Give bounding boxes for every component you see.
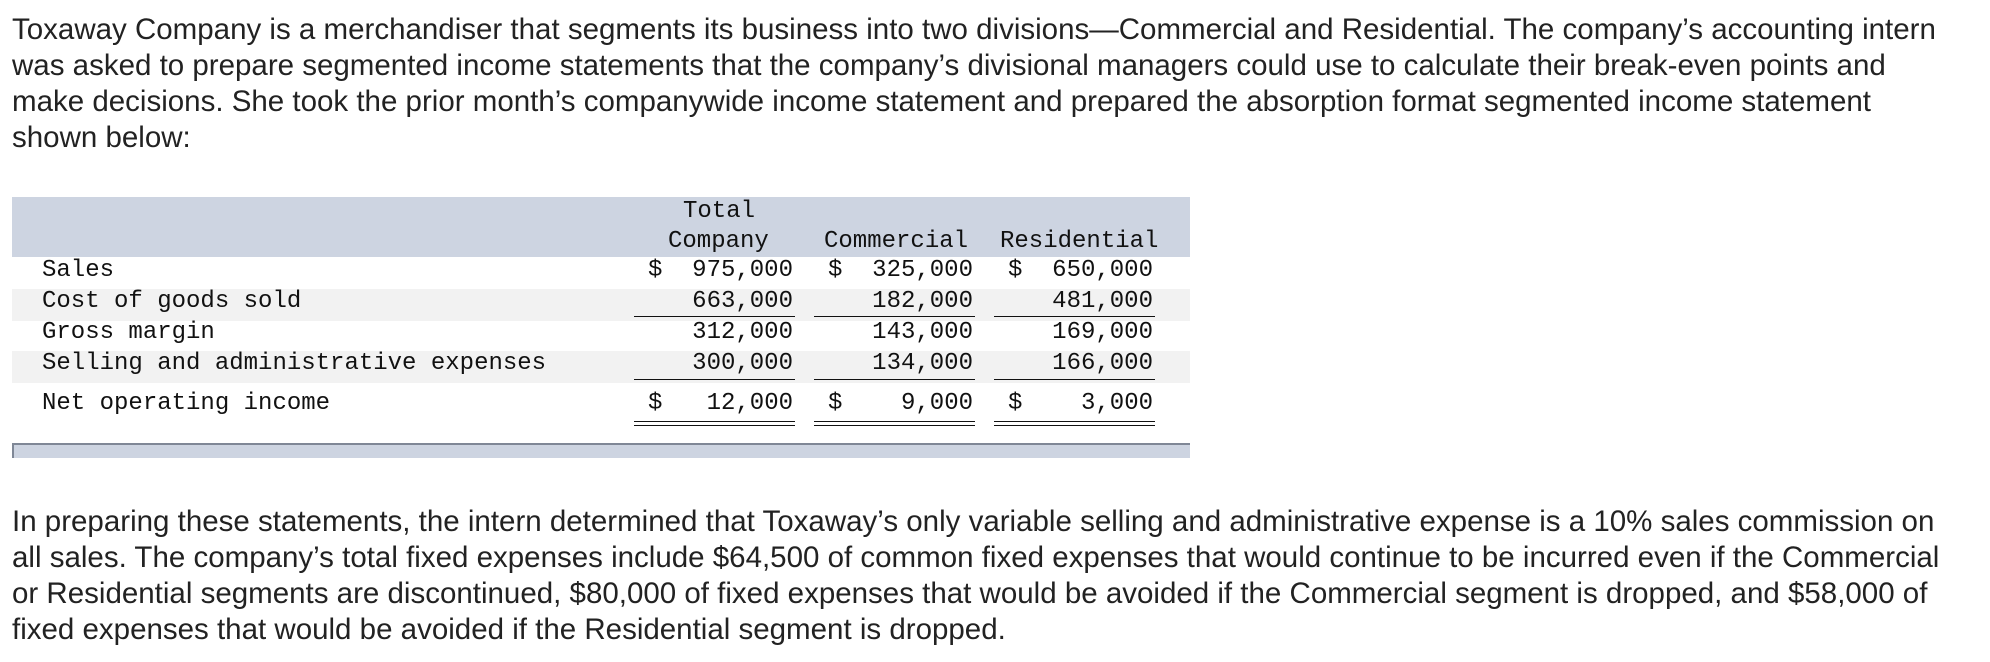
- row-label-selling-admin: Selling and administrative expenses: [42, 350, 547, 377]
- header-residential: Residential: [1000, 228, 1159, 255]
- header-commercial: Commercial: [824, 228, 969, 255]
- header-total-line2: Company: [668, 228, 769, 255]
- selling-admin-residential: 166,000: [1052, 350, 1153, 377]
- row-label-sales: Sales: [42, 257, 115, 284]
- selling-admin-commercial: 134,000: [872, 350, 973, 377]
- row-label-gross-margin: Gross margin: [42, 319, 215, 346]
- noi-commercial: $ 9,000: [828, 390, 973, 417]
- selling-admin-total: 300,000: [692, 350, 793, 377]
- cogs-commercial: 182,000: [872, 288, 973, 315]
- noi-total: $ 12,000: [648, 390, 793, 417]
- footer-band: [12, 443, 1190, 458]
- gross-margin-residential: 169,000: [1052, 319, 1153, 346]
- underline: [814, 379, 975, 380]
- header-total-line1: Total: [683, 198, 756, 225]
- segmented-income-statement: [12, 197, 1190, 458]
- followup-paragraph: In preparing these statements, the intern determined that Toxaway’s only variable selling and administrative expense is a 10% sales commission on all sales. The company’s total fixed expenses include $64,500 of common fixed expenses that would continue to be incurred even if the Commercial or Residential segments are discontinued, $80,000 of fixed expenses that would be avoided if the Commercial segment is dropped, and $58,000 of fixed expenses that would be avoided if the Residential segment is dropped.: [12, 505, 1940, 646]
- sales-residential: $ 650,000: [1008, 257, 1153, 284]
- underline: [634, 316, 795, 317]
- row-label-cogs: Cost of goods sold: [42, 288, 302, 315]
- underline: [994, 316, 1155, 317]
- gross-margin-total: 312,000: [692, 319, 793, 346]
- sales-commercial: $ 325,000: [828, 257, 973, 284]
- double-underline: [814, 421, 975, 426]
- gross-margin-commercial: 143,000: [872, 319, 973, 346]
- double-underline: [634, 421, 795, 426]
- underline: [994, 379, 1155, 380]
- underline: [814, 316, 975, 317]
- cogs-total: 663,000: [692, 288, 793, 315]
- cogs-residential: 481,000: [1052, 288, 1153, 315]
- sales-total: $ 975,000: [648, 257, 793, 284]
- noi-residential: $ 3,000: [1008, 390, 1153, 417]
- double-underline: [994, 421, 1155, 426]
- underline: [634, 379, 795, 380]
- intro-paragraph: Toxaway Company is a merchandiser that segments its business into two divisions—Commercial and Residential. The company’s accounting intern was asked to prepare segmented income statements that the company’s divisional managers could use to calculate their break-even points and make decisions. She took the prior month’s companywide income statement and prepared the absorption format segmented income statement shown below:: [12, 13, 1936, 154]
- row-label-net-operating-income: Net operating income: [42, 390, 331, 417]
